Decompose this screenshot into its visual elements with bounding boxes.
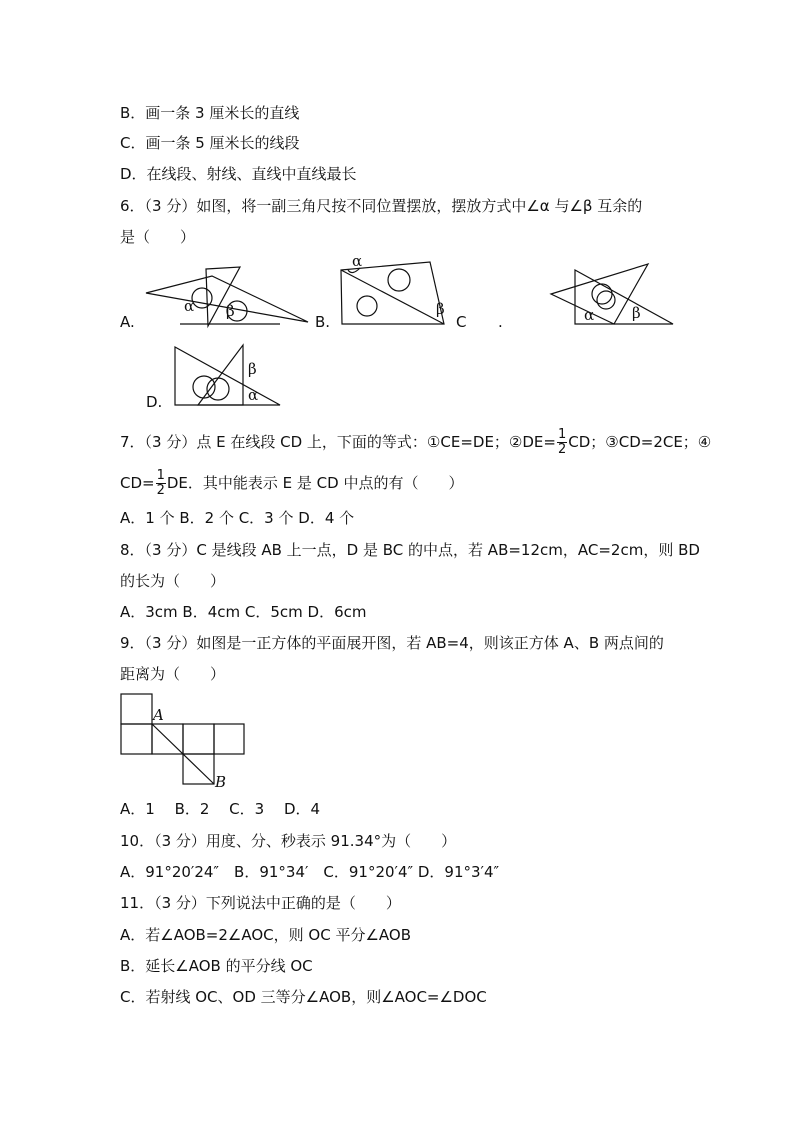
q5-option-d: D．在线段、射线、直线中直线最长 [120, 165, 357, 183]
q9-stem: 9．（3 分）如图是一正方体的平面展开图，若 AB=4，则该正方体 A、B 两点间的 [120, 634, 664, 652]
q6-option-a-label: A. [120, 313, 135, 331]
q7-stem-text-cont: CD；③CD=2CE；④ [568, 433, 712, 451]
fraction-denominator: 2 [156, 483, 165, 498]
alpha-label: α [248, 386, 259, 404]
beta-label: β [436, 300, 445, 318]
q6-stem: 6．（3 分）如图，将一副三角尺按不同位置摆放，摆放方式中∠α 与∠β 互余的 [120, 197, 643, 215]
q8-stem-cont: 的长为（ ） [120, 572, 226, 590]
q6-figure-d [170, 342, 285, 408]
q6-stem-cont: 是（ ） [120, 228, 196, 246]
fraction-numerator: 1 [557, 427, 567, 442]
q6-option-d-label: D. [146, 393, 163, 411]
beta-label: β [226, 302, 235, 320]
q7-stem-text-cont: DE．其中能表示 E 是 CD 中点的有（ ） [166, 474, 464, 492]
q6-figure-c [548, 258, 676, 330]
q11-stem: 11．（3 分）下列说法中正确的是（ ） [120, 894, 401, 912]
q5-option-c: C．画一条 5 厘米长的线段 [120, 134, 300, 152]
q11-option-b: B．延长∠AOB 的平分线 OC [120, 957, 313, 975]
q8-options: A．3cm B．4cm C．5cm D．6cm [120, 603, 367, 621]
fraction-numerator: 1 [156, 468, 165, 483]
q7-stem [120, 428, 711, 457]
alpha-label: α [584, 306, 595, 324]
point-a-label: A [153, 706, 164, 724]
alpha-label: α [352, 252, 363, 270]
q7-options: A．1 个 B．2 个 C．3 个 D．4 个 [120, 509, 355, 527]
q11-option-c: C．若射线 OC、OD 三等分∠AOB，则∠AOC=∠DOC [120, 988, 487, 1006]
alpha-label: α [184, 297, 195, 315]
q6-figure-b [338, 252, 458, 330]
q6-option-c-dot: . [498, 313, 503, 331]
cube-net-figure [120, 693, 250, 793]
q9-options: A．1 B．2 C．3 D．4 [120, 800, 321, 818]
q6-option-b-label: B. [315, 313, 331, 331]
q7-stem-text: CD= [120, 474, 155, 492]
q11-option-a: A．若∠AOB=2∠AOC，则 OC 平分∠AOB [120, 926, 411, 944]
q7-stem-text: 7．（3 分）点 E 在线段 CD 上，下面的等式：①CE=DE；②DE= [120, 433, 556, 451]
beta-label: β [632, 304, 641, 322]
beta-label: β [248, 360, 257, 378]
q6-option-c-label: C [456, 313, 467, 331]
q8-stem: 8．（3 分）C 是线段 AB 上一点，D 是 BC 的中点，若 AB=12cm，AC=2cm，则 BD [120, 541, 700, 559]
q10-options: A．91°20′24″ B．91°34′ C．91°20′4″ D．91°3′4″ [120, 863, 500, 881]
point-b-label: B [215, 773, 227, 791]
q5-option-b: B．画一条 3 厘米长的直线 [120, 104, 300, 122]
q6-figure-a [140, 262, 315, 332]
q7-stem-line2 [120, 469, 463, 498]
fraction-denominator: 2 [557, 442, 567, 457]
fraction-one-half [156, 469, 166, 498]
fraction-one-half [557, 428, 567, 457]
q10-stem: 10．（3 分）用度、分、秒表示 91.34°为（ ） [120, 832, 457, 850]
q9-stem-cont: 距离为（ ） [120, 665, 226, 683]
